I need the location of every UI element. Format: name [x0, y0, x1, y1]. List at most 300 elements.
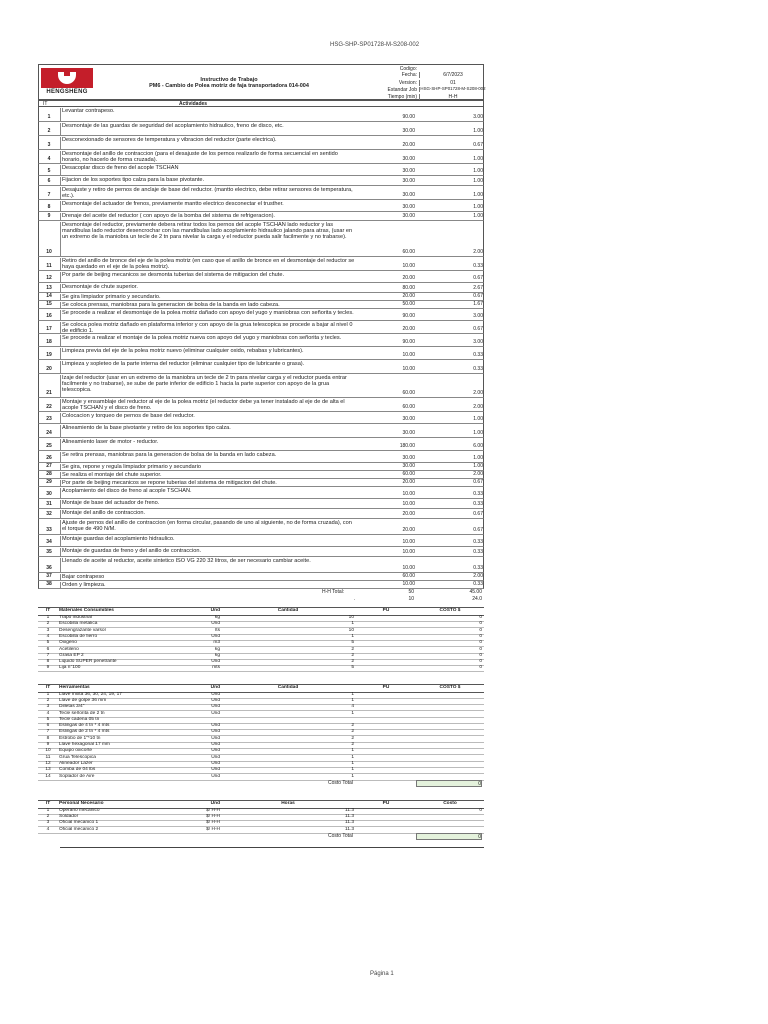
- activity-hh: 0.33: [473, 549, 483, 555]
- tools-table-cell: Llave de golpe 36 mm: [59, 697, 107, 703]
- activity-row: [38, 301, 484, 309]
- tools-table-cell: 13: [45, 767, 51, 773]
- activity-description: Montaje y ensamblaje del reductor al eje de la polea motriz (el reductor debe ya tener instalado al eje de de alta el acople TSCHAN y el disco de freno.: [60, 399, 356, 412]
- logo-brand-text: HENGSHENG: [46, 89, 88, 95]
- personnel-table-header-cell: Costo: [443, 800, 457, 806]
- materials-table-header-cell: COSTO $: [439, 608, 461, 613]
- activity-row: [38, 321, 484, 334]
- activity-hh: 0.67: [473, 142, 483, 148]
- activity-number: 25: [46, 443, 52, 449]
- activity-description: Montaje del anillo de contraccion.: [60, 510, 356, 519]
- materials-table-header-cell: Cantidad: [277, 608, 299, 613]
- tools-table-cell: 2: [351, 735, 354, 741]
- activity-number: 36: [46, 565, 52, 571]
- activity-hh: 1.00: [473, 455, 483, 461]
- personnel-table-header-cell: Personal Necesario: [59, 800, 104, 806]
- materials-table-cell: 8: [46, 659, 50, 665]
- activity-time: 20.00: [402, 293, 415, 299]
- meta-label: Codigo:: [399, 66, 417, 72]
- materials-table-cell: Und: [211, 621, 220, 627]
- activity-description: Izaje del reductor (usar en un extremo de la maniobra un tecle de 2 tn para nivelar carga y el reductor pueda entrar facilmente y no trabarse), se sube de parte inferior de edificio 1 hacia la parte superior con apoyo de la grua telescopica.: [60, 375, 356, 398]
- materials-table-cell: 2: [351, 659, 354, 665]
- total-hours-2: 24.0: [472, 596, 482, 602]
- activity-description: Limpieza previa del eje de la polea motriz nuevo (eliminar cualquier oxido, rebabas y lubricantes).: [60, 348, 356, 360]
- activity-row: [38, 200, 484, 212]
- activity-hh: 0.33: [473, 352, 483, 358]
- activity-description: Por parte de beijing mecanicos se desmonta tuberias del sistema de mitigacion del chute.: [60, 272, 356, 283]
- meta-row: [359, 72, 485, 80]
- logo-mark-icon: [41, 68, 93, 88]
- tools-table-cell: Und: [211, 729, 220, 735]
- activity-number: 29: [46, 479, 52, 485]
- activity-hh: 1.00: [473, 192, 483, 198]
- activity-hh: 1.00: [473, 463, 483, 469]
- activity-description: Fijacion de los soportes tipo calza para la base pivotante.: [60, 177, 356, 186]
- activity-number: 24: [46, 430, 52, 436]
- activity-number: 9: [47, 213, 51, 219]
- personnel-table-cell: 2: [46, 814, 50, 820]
- activity-time: 10.00: [402, 352, 415, 358]
- tools-table-cell: Estrobo de 1"*10 tn: [59, 735, 101, 741]
- activity-description: Desajuste y retiro de pernos de anclaje de base del reductor. (mantto electrico, debe retirar sensores de temperatura, etc.).: [60, 187, 356, 200]
- activity-time: 10.00: [402, 581, 415, 587]
- personnel-table-cell: $/ H-H: [206, 814, 220, 820]
- tools-table-cell: Grua Telescopica: [59, 754, 96, 760]
- activity-row: [38, 547, 484, 557]
- tools-table-cell: Alineador Lazer: [59, 760, 93, 766]
- tools-table-cell: Und: [211, 697, 220, 703]
- activity-number: 35: [46, 549, 52, 555]
- activity-hh: 3.00: [473, 313, 483, 319]
- tools-table-cell: 1: [351, 697, 354, 703]
- activity-number: 4: [47, 156, 51, 162]
- materials-table-cell: 5: [351, 640, 354, 646]
- activity-row: [38, 479, 484, 487]
- activity-number: 34: [46, 539, 52, 545]
- activity-description: Desmontaje del actuador de frenos, previamente mantto electrico desconectar el trusther.: [60, 201, 356, 212]
- activities-header: Actividades: [179, 101, 208, 107]
- activity-time: 30.00: [402, 463, 415, 469]
- activity-description: Desmontaje de chute superior.: [60, 284, 356, 293]
- activity-description: Desmontaje de las guardas de seguridad del acoplamiento hidraulico, freno de disco, etc.: [60, 123, 356, 136]
- activity-number: 26: [46, 455, 52, 461]
- activity-time: 50.00: [402, 301, 415, 307]
- activity-time: 90.00: [402, 339, 415, 345]
- activity-row: [38, 424, 484, 438]
- activity-description: Llenado de aceite al reductor, aceite sintetico ISO VG 220 32 litros, de ser necesario cambiar aceite.: [60, 558, 356, 573]
- hh-total-value: 50: [408, 589, 414, 595]
- activity-number: 19: [46, 352, 52, 358]
- activity-description: Por parte de beijing mecanicos se repone tuberias del sistema de mitigacion del chute.: [60, 480, 356, 487]
- activity-row: [38, 463, 484, 471]
- activity-hh: 1.00: [473, 416, 483, 422]
- activity-description: Desconexionado de sensores de temperatura y vibracion del reductor (parte electrica).: [60, 137, 356, 150]
- activity-row: [38, 557, 484, 573]
- materials-table-cell: 2: [351, 652, 354, 658]
- total-row-1: [38, 589, 484, 596]
- activity-row: [38, 186, 484, 200]
- activity-hh: 1.00: [473, 128, 483, 134]
- activity-time: 20.00: [402, 275, 415, 281]
- tools-table-header-cell: Und: [210, 684, 220, 690]
- activity-time: 20.00: [402, 479, 415, 485]
- tools-table-cell: 2: [46, 697, 50, 703]
- tools-table-cell: Und: [211, 754, 220, 760]
- activity-number: 1: [47, 114, 51, 120]
- materials-table-cell: 0: [479, 659, 482, 665]
- activity-description: Alineamiento laser de motor - reductor.: [60, 439, 356, 451]
- materials-table-header-cell: Und: [210, 608, 220, 613]
- materials-table-cell: 7: [46, 652, 50, 658]
- meta-label: Fecha:: [401, 72, 417, 78]
- tools-table-cell: 10: [45, 748, 51, 754]
- activity-hh: 0.67: [473, 275, 483, 281]
- personnel-table-cost-value: 0: [416, 833, 482, 840]
- materials-table-cell: mts: [212, 665, 220, 671]
- tools-table-cell: Tecle señorita de 2 tn: [59, 710, 105, 716]
- activity-row: [38, 360, 484, 374]
- personnel-table-cell: Operario mecanico: [59, 807, 100, 813]
- materials-table-cell: 2: [351, 646, 354, 652]
- activity-row: [38, 164, 484, 176]
- materials-table-cell: 0: [479, 646, 482, 652]
- total-dot: .: [354, 596, 356, 602]
- activity-row: [38, 309, 484, 321]
- document-number: HSG-SHP-SP01728-M-S208-002: [330, 42, 420, 48]
- activity-row: [38, 398, 484, 412]
- activity-description: Acoplamiento del disco de freno al acople TSCHAN.: [60, 488, 356, 499]
- activity-description: Levantar contrapeso.: [60, 108, 356, 122]
- activity-hh: 3.00: [473, 114, 483, 120]
- tools-table-cell: Llave hexagonal 17 mm: [59, 742, 110, 748]
- activity-hh: 2.00: [473, 471, 483, 477]
- materials-table-cell: Escobilla metalica: [59, 621, 98, 627]
- activity-row: [38, 221, 484, 257]
- activity-hh: 0.33: [473, 263, 483, 269]
- tools-table-cell: Und: [211, 760, 220, 766]
- activity-row: [38, 150, 484, 164]
- activity-description: Colocacion y torqueo de pernos de base del reductor.: [60, 413, 356, 424]
- activity-hh: 1.00: [473, 156, 483, 162]
- tools-table-cell: 9: [46, 742, 50, 748]
- activity-number: 22: [46, 404, 52, 410]
- materials-table-cell: 1: [46, 615, 50, 620]
- activity-number: 2: [47, 128, 51, 134]
- activity-row: [38, 212, 484, 221]
- activity-time: 10.00: [402, 549, 415, 555]
- it-header: IT: [43, 101, 48, 107]
- activity-number: 7: [47, 192, 51, 198]
- materials-table-cell: 0: [479, 640, 482, 646]
- tools-table-cell: Equipo oxicorte: [59, 748, 93, 754]
- activity-number: 6: [47, 178, 51, 184]
- activity-number: 5: [47, 168, 51, 174]
- activity-row: [38, 334, 484, 347]
- activity-hh: 1.00: [473, 213, 483, 219]
- activity-time: 60.00: [402, 471, 415, 477]
- activity-row: [38, 487, 484, 499]
- tools-table-header-cell: IT: [45, 684, 51, 690]
- materials-table-cell: 4: [46, 633, 50, 639]
- tools-table-cell: Und: [211, 704, 220, 710]
- activity-time: 20.00: [402, 326, 415, 332]
- materials-table-cell: Und: [211, 633, 220, 639]
- materials-table-cell: kg: [214, 646, 220, 652]
- personnel-table-cell: 11.3: [345, 820, 354, 826]
- activity-row: [38, 509, 484, 519]
- activity-row: [38, 438, 484, 451]
- activity-description: Se procede a realizar el desmontaje de la polea motriz dañado con apoyo del yugo y maniobras con señorita y tecles.: [60, 310, 356, 321]
- tools-table-cell: 1: [351, 767, 354, 773]
- tools-table-cell: 1: [351, 710, 354, 716]
- tools-table-cell: 6: [46, 723, 50, 729]
- materials-table-header-cell: IT: [45, 608, 51, 613]
- meta-label: Tiempo (min): [387, 94, 417, 100]
- tools-table-cell: 1: [351, 748, 354, 754]
- activity-row: [38, 535, 484, 547]
- personnel-table-cell: Soldador: [59, 814, 79, 820]
- activity-hh: 2.67: [473, 285, 483, 291]
- tools-table-header-cell: Cantidad: [277, 684, 299, 690]
- activity-hh: 2.00: [473, 249, 483, 255]
- activity-hh: 0.67: [473, 527, 483, 533]
- activity-number: 38: [46, 581, 52, 587]
- activity-hh: 1.00: [473, 430, 483, 436]
- activity-hh: 2.00: [473, 573, 483, 579]
- document-subtitle: PM6 - Cambio de Polea motriz de faja transportadora 014-004: [149, 83, 309, 89]
- tools-table-cell: 2: [351, 729, 354, 735]
- tools-table-cell: 3: [46, 704, 50, 710]
- activity-hh: 0.67: [473, 511, 483, 517]
- meta-value: HSG-SHP-SP01728-M-S208-002: [420, 86, 486, 91]
- activity-time: 30.00: [402, 455, 415, 461]
- activity-number: 32: [46, 511, 52, 517]
- activity-hh: 0.67: [473, 326, 483, 332]
- meta-label: Version:: [398, 80, 417, 86]
- materials-table-cell: 6: [46, 646, 50, 652]
- materials-table-cell: 10: [348, 627, 354, 633]
- activity-description: Se coloca polea motriz dañado en plataforma inferior y con apoyo de la grua telescopica se procede a bajar al nivel 0 de edificio 1.: [60, 322, 356, 334]
- materials-table-cell: Grasa EP 2: [59, 652, 84, 658]
- materials-table-cell: 0: [479, 633, 482, 639]
- materials-table-cell: Trapo industrial: [59, 615, 92, 620]
- activity-hh: 0.33: [473, 366, 483, 372]
- activity-time: 30.00: [402, 430, 415, 436]
- tools-table-cell: Und: [211, 773, 220, 779]
- activity-number: 13: [46, 285, 52, 291]
- activity-time: 10.00: [402, 539, 415, 545]
- tools-table-cell: Und: [211, 710, 220, 716]
- personnel-table-cost-label: Costo Total: [328, 833, 353, 840]
- activity-description: Desmontaje del reductor, previamente debera retirar todos los pernos del acople TSCHAN lado reductor y las mandibulas lado reductor desencrochar con las mandibulas lado acoplamiento hidraulico jalando para atras, (usar en un extremo de la maniobra un tecle de 2 tn para nivelar la carga y el reductor pueda salir facilmente y no trabarse).: [60, 222, 356, 257]
- tools-table-cell: Eslingas de 4 tn * 4 mts: [59, 723, 110, 729]
- activity-time: 80.00: [402, 285, 415, 291]
- activity-row: [38, 136, 484, 150]
- activity-hh: 2.00: [473, 404, 483, 410]
- tools-table-header-cell: COSTO $: [439, 684, 461, 690]
- personnel-table-cell: $/ H-H: [206, 826, 220, 832]
- activity-time: 20.00: [402, 142, 415, 148]
- materials-table-header-cell: Materiales Consumibles: [59, 608, 114, 613]
- tools-table-cell: Und: [211, 723, 220, 729]
- materials-table-cell: lts: [215, 627, 220, 633]
- activity-hh: 2.00: [473, 390, 483, 396]
- activity-time: 30.00: [402, 178, 415, 184]
- tools-table-cell: Tecle cadena 05 tn: [59, 716, 100, 722]
- activity-time: 10.00: [402, 491, 415, 497]
- tools-table-cell: 1: [351, 754, 354, 760]
- activity-hh: 3.00: [473, 339, 483, 345]
- activity-row: [38, 499, 484, 509]
- company-logo: [41, 68, 93, 98]
- tools-table-cell: 1: [46, 691, 50, 697]
- personnel-table-cell: Oficial mecanico 2: [59, 826, 99, 832]
- tools-table-cell: Und: [211, 742, 220, 748]
- activity-row: [38, 573, 484, 581]
- activity-description: Alineamiento de la base pivotante y retiro de los soportes tipo calza.: [60, 425, 356, 438]
- personnel-table-header-cell: Und: [210, 800, 220, 806]
- activity-row: [38, 451, 484, 463]
- personnel-table-header-cell: IT: [45, 800, 51, 806]
- materials-table-cell: 2: [46, 621, 50, 627]
- activity-time: 180.00: [399, 443, 415, 449]
- personnel-table-cell: 11.3: [345, 814, 354, 820]
- activity-time: 10.00: [402, 263, 415, 269]
- meta-value: H-H: [419, 94, 486, 100]
- materials-table-cell: m3: [213, 640, 220, 646]
- activity-row: [38, 471, 484, 479]
- personnel-table-cell: 0: [479, 807, 482, 813]
- activity-time: 30.00: [402, 128, 415, 134]
- document-title: Instructivo de Trabajo: [200, 77, 258, 83]
- activity-hh: 0.33: [473, 565, 483, 571]
- personnel-table-header-cell: PU: [382, 800, 390, 806]
- activity-number: 33: [46, 527, 52, 533]
- activity-hh: 1.00: [473, 168, 483, 174]
- activity-time: 20.00: [402, 511, 415, 517]
- activity-hh: 1.00: [473, 204, 483, 210]
- activity-number: 11: [46, 263, 52, 269]
- tools-table-cell: 2: [351, 742, 354, 748]
- activity-hh: 0.67: [473, 479, 483, 485]
- activity-hh: 0.33: [473, 491, 483, 497]
- activity-description: Se gira, repone y regula limpiador primario y secundario: [60, 464, 356, 471]
- activity-description: Se coloca prensas, maniobras para la generacion de bolsa de la banda en lado cabeza.: [60, 302, 356, 309]
- activity-number: 28: [46, 471, 52, 477]
- activity-description: Retiro del anillo de bronce del eje de la polea motriz (en caso que el anillo de bronce en el desmontaje del reductor se haya quedado en el eje de la polea motriz).: [62, 258, 355, 271]
- activity-description: Limpieza y sopleteo de la parte interna del reductor (eliminar cualquier tipo de lubricante o grasa).: [60, 361, 356, 374]
- activity-time: 30.00: [402, 213, 415, 219]
- activity-description: Montaje guardas del acoplamiento hidraulico.: [60, 536, 356, 547]
- personnel-table-cell: 11.3: [345, 826, 354, 832]
- tools-table-cell: 14: [45, 773, 51, 779]
- materials-table-cell: Lija n°100: [59, 665, 81, 671]
- materials-table-cell: 0: [479, 652, 482, 658]
- personnel-table-cell: $/ H-H: [206, 807, 220, 813]
- activity-row: [38, 519, 484, 535]
- tools-table-cost-label: Costo Total: [328, 779, 353, 786]
- materials-table-cell: 5: [46, 640, 50, 646]
- tools-table-cost-row: [38, 780, 484, 787]
- tools-table-cell: 12: [45, 760, 51, 766]
- tools-table-cell: Soplador de Aire: [59, 773, 95, 779]
- activity-row: [38, 374, 484, 398]
- tools-table-cell: Und: [211, 735, 220, 741]
- tools-table-cell: 1: [351, 691, 354, 697]
- tools-table-cell: Und: [211, 767, 220, 773]
- activity-description: Se realiza el montaje del chute superior.: [60, 472, 356, 479]
- activity-number: 17: [46, 326, 52, 332]
- activity-time: 10.00: [402, 565, 415, 571]
- activity-hh: 0.33: [473, 501, 483, 507]
- materials-table-cell: 9: [46, 665, 50, 671]
- activity-number: 15: [46, 301, 52, 307]
- activity-time: 30.00: [402, 192, 415, 198]
- tools-table-cell: Comba de 04 lbs: [59, 767, 96, 773]
- activity-description: Orden y limpieza.: [60, 582, 356, 589]
- tools-table-cell: 1: [351, 760, 354, 766]
- activity-description: Drenaje del aceite del reductor ( con apoyo de la bomba del sistema de refrigeracion).: [60, 213, 356, 221]
- activity-number: 31: [46, 501, 52, 507]
- activity-number: 20: [46, 366, 52, 372]
- activity-row: [38, 271, 484, 283]
- hh-total-hours: 45.00: [469, 589, 482, 595]
- activity-number: 21: [46, 390, 52, 396]
- personnel-table-cell: 11.3: [345, 807, 354, 813]
- tools-table-cell: Llave mixta 36, 30, 24, 19, 17: [59, 691, 122, 697]
- activity-hh: 0.67: [473, 293, 483, 299]
- activity-time: 90.00: [402, 114, 415, 120]
- materials-table-cell: 5: [351, 665, 354, 671]
- activity-description: Se retira prensas, maniobras para la generacion de bolsa de la banda en lado cabeza.: [60, 452, 356, 463]
- materials-table-cell: 0: [479, 627, 482, 633]
- activity-description: Bajar contrapeso: [60, 574, 356, 581]
- activity-description: Montaje de guardas de freno y del anillo de contraccion.: [60, 548, 356, 557]
- tools-table-cell: Dilletas 3/4": [59, 704, 85, 710]
- activity-row: [38, 581, 484, 589]
- materials-table-row: [38, 665, 484, 672]
- header-block: [38, 64, 484, 100]
- activity-time: 30.00: [402, 204, 415, 210]
- hh-total-label: H-H Total:: [322, 589, 345, 595]
- activity-number: 14: [46, 293, 52, 299]
- activity-time: 30.00: [402, 416, 415, 422]
- page-number: Página 1: [370, 971, 394, 977]
- personnel-table-cell: 1: [46, 807, 50, 813]
- activity-number: 12: [46, 275, 52, 281]
- materials-table-cell: Acetileno: [59, 646, 79, 652]
- activity-time: 60.00: [402, 249, 415, 255]
- materials-table-cell: Desengrazante varsol: [59, 627, 106, 633]
- total-row-2: [38, 596, 484, 603]
- activity-number: 18: [46, 339, 52, 345]
- activity-row: [38, 293, 484, 301]
- materials-table-cell: Und: [211, 659, 220, 665]
- tools-table-cell: 1: [351, 773, 354, 779]
- personnel-table-cell: 3: [46, 820, 50, 826]
- materials-table-cell: kg: [214, 615, 220, 620]
- tools-table-cell: 8: [46, 735, 50, 741]
- total-value-2: 10: [408, 596, 414, 602]
- activity-time: 60.00: [402, 404, 415, 410]
- activity-time: 20.00: [402, 527, 415, 533]
- activity-number: 27: [46, 463, 52, 469]
- activity-hh: 1.00: [473, 178, 483, 184]
- personnel-table-cost-row: [38, 833, 484, 840]
- materials-table-cell: 0: [479, 665, 482, 671]
- meta-value: 01: [419, 80, 486, 86]
- activity-description: Desmontaje del anillo de contraccion (para el desajuste de los pernos realizarlo de forma secuencial en sentido horario, no hacerlo de forma cruzada).: [60, 151, 356, 164]
